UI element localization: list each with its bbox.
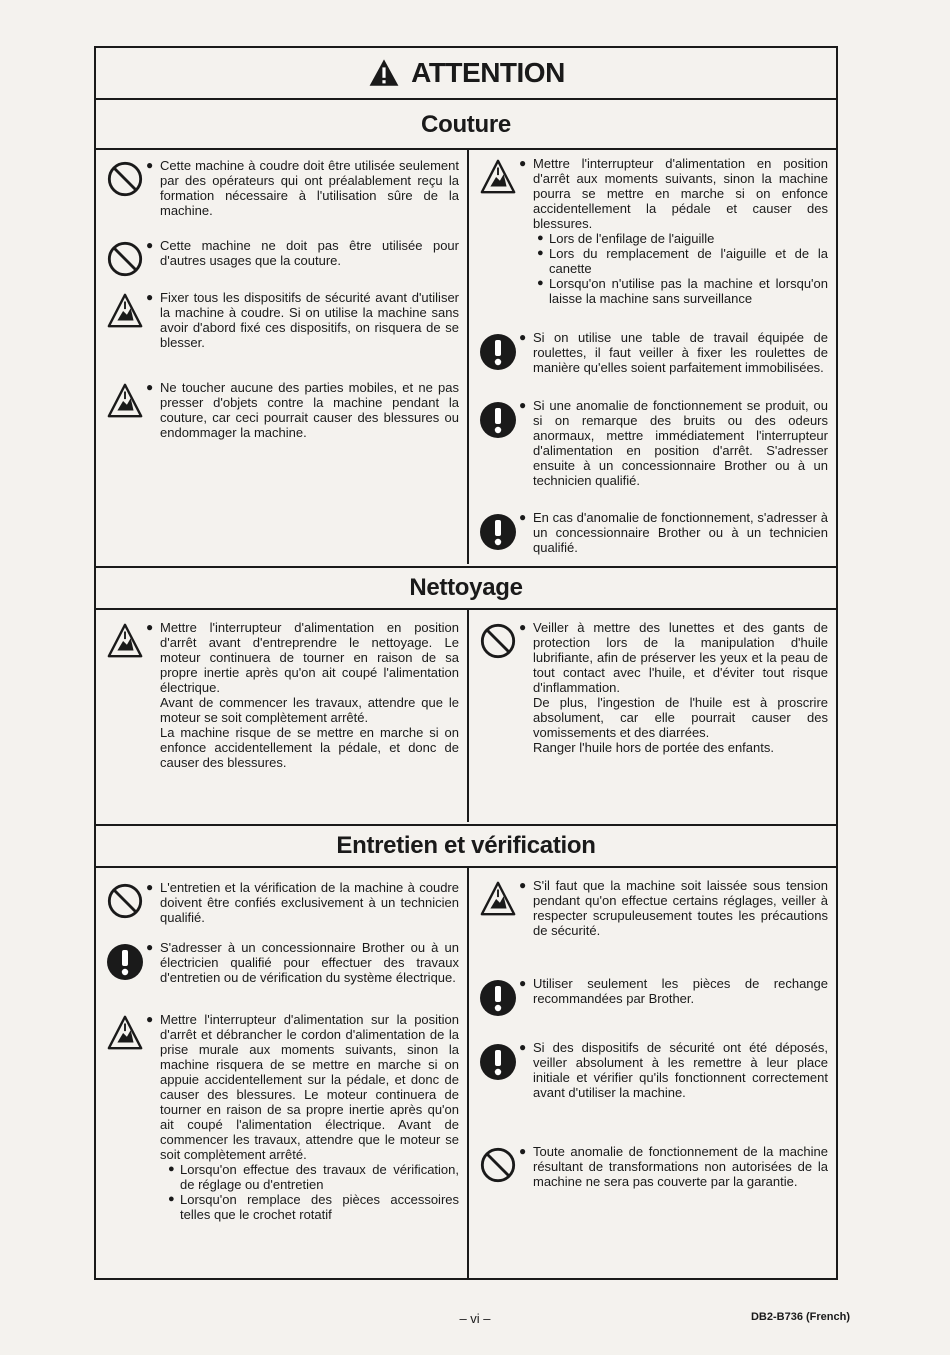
entretien-item-text: Utiliser seulement les pièces de rechange recommandées par Brother. <box>533 976 828 1006</box>
entretien-item-5: ● Utiliser seulement les pièces de rechange recommandées par Brother. <box>477 976 828 1018</box>
hand-injury-warning-icon <box>106 1014 144 1052</box>
couture-item-4: ● Ne toucher aucune des parties mobiles, et ne pas presser d'objets contre la machine pendant la couture, car ceci pourrait causer des blessures ou endommager la machine. <box>104 380 459 440</box>
page-number: – vi – <box>459 1311 491 1326</box>
mandatory-icon <box>478 400 518 440</box>
couture-section <box>96 148 836 564</box>
entretien-item-7: ● Toute anomalie de fonctionnement de la machine résultant de transformations non autorisées de la machine ne sera pas couverte par la garantie. <box>477 1144 828 1189</box>
mandatory-icon <box>478 1042 518 1082</box>
couture-title: Couture <box>421 111 511 138</box>
nettoyage-paragraph: Avant de commencer les travaux, attendre que le moteur se soit complètement arrêté. <box>160 695 459 725</box>
entretien-item-3: ● Mettre l'interrupteur d'alimentation sur la position d'arrêt et débrancher le cordon d'alimentation de la prise murale aux moments suivants, sinon la machine risquera de se mettre en marche si on appuie accidentellement sur la pédale, et donc de causer des blessures. Le moteur continuera de tourner en raison de sa propre inertie après qu'on ait coupé l'alimentation électrique. Avant de commencer les travaux, attendre que le moteur se soit complètement arrêté. ● Lorsqu'on effectue des travaux de vérification, de réglage ou d'entretien ● Lorsqu'on remplace des pièces accessoires telles que le crochet rotatif <box>104 1012 459 1222</box>
prohibition-icon <box>479 622 517 660</box>
couture-subitem: Lors de l'enfilage de l'aiguille <box>549 231 715 246</box>
nettoyage-title: Nettoyage <box>409 574 523 601</box>
warning-triangle-icon <box>367 57 401 89</box>
hand-injury-warning-icon <box>479 880 517 918</box>
couture-item-6: ● Si on utilise une table de travail équipée de roulettes, il faut veiller à fixer les roulettes de manière qu'elles soient parfaitement immobilisées. <box>477 330 828 375</box>
couture-header <box>96 102 836 148</box>
entretien-subitem: Lorsqu'on remplace des pièces accessoires telles que le crochet rotatif <box>180 1192 459 1222</box>
mandatory-icon <box>478 512 518 552</box>
entretien-item-text: S'il faut que la machine soit laissée sous tension pendant qu'on effectue certains réglages, veiller à respecter scrupuleusement toutes les précautions de sécurité. <box>533 878 828 938</box>
nettoyage-right-column <box>469 610 836 822</box>
document-code: DB2-B736 (French) <box>750 1311 850 1323</box>
nettoyage-paragraph: De plus, l'ingestion de l'huile est à proscrire absolument, car elle pourrait causer des vomissements et des diarrées. <box>533 695 828 740</box>
entretien-item-4: ● S'il faut que la machine soit laissée sous tension pendant qu'on effectue certains réglages, veiller à respecter scrupuleusement toutes les précautions de sécurité. <box>477 878 828 938</box>
couture-item-8: ● En cas d'anomalie de fonctionnement, s'adresser à un concessionnaire Brother ou à un technicien qualifié. <box>477 510 828 555</box>
mandatory-icon <box>478 978 518 1018</box>
nettoyage-header <box>96 566 836 608</box>
mandatory-icon <box>105 942 145 982</box>
entretien-item-text: Si des dispositifs de sécurité ont été déposés, veiller absolument à les remettre à leur place initiale et vérifier qu'ils fonctionnent correctement avant d'utiliser la machine. <box>533 1040 828 1100</box>
couture-item-text: Cette machine ne doit pas être utilisée pour d'autres usages que la couture. <box>160 238 459 268</box>
entretien-right-column <box>469 868 836 1278</box>
couture-subitem: Lors du remplacement de l'aiguille et de la canette <box>549 246 828 276</box>
couture-item-7: ● Si une anomalie de fonctionnement se produit, ou si on remarque des bruits ou des odeurs anormaux, mettre immédiatement l'interrupteur d'alimentation en position d'arrêt. S'adresser ensuite à un concessionnaire Brother ou à un technicien qualifié. <box>477 398 828 488</box>
hand-injury-warning-icon <box>479 158 517 196</box>
couture-item-text: Si on utilise une table de travail équipée de roulettes, il faut veiller à fixer les roulettes de manière qu'elles soient parfaitement immobilisées. <box>533 330 828 375</box>
attention-title: ATTENTION <box>411 57 565 88</box>
entretien-item-1: ● L'entretien et la vérification de la machine à coudre doivent être confiés exclusivement à un technicien qualifié. <box>104 880 459 925</box>
entretien-item-2: ● S'adresser à un concessionnaire Brother ou à un électricien qualifié pour effectuer des travaux d'entretien ou de vérification du système électrique. <box>104 940 459 985</box>
prohibition-icon <box>106 160 144 198</box>
entretien-header <box>96 824 836 866</box>
couture-item-1: ● Cette machine à coudre doit être utilisée seulement par des opérateurs qui ont préalablement reçu la formation nécessaire à l'utilisation sûre de la machine. <box>104 158 459 218</box>
hand-injury-warning-icon <box>106 292 144 330</box>
nettoyage-section <box>96 608 836 822</box>
prohibition-icon <box>106 240 144 278</box>
couture-left-column <box>96 150 469 564</box>
couture-item-text: Fixer tous les dispositifs de sécurité avant d'utiliser la machine à coudre. Si on utilise la machine sans avoir d'abord fixé ces dispositifs, on risquera de se blesser. <box>160 290 459 350</box>
couture-item-text: Cette machine à coudre doit être utilisée seulement par des opérateurs qui ont préalablement reçu la formation nécessaire à l'utilisation sûre de la machine. <box>160 158 459 218</box>
couture-subitem: Lorsqu'on n'utilise pas la machine et lorsqu'on laisse la machine sans surveillance <box>549 276 828 306</box>
hand-injury-warning-icon <box>106 622 144 660</box>
entretien-title: Entretien et vérification <box>336 832 596 859</box>
entretien-item-6: ● Si des dispositifs de sécurité ont été déposés, veiller absolument à les remettre à leur place initiale et vérifier qu'ils fonctionnent correctement avant d'utiliser la machine. <box>477 1040 828 1100</box>
couture-item-3: ● Fixer tous les dispositifs de sécurité avant d'utiliser la machine à coudre. Si on utilise la machine sans avoir d'abord fixé ces dispositifs, on risquera de se blesser. <box>104 290 459 350</box>
nettoyage-paragraph: La machine risque de se mettre en marche si on enfonce accidentellement la pédale, et donc de causer des blessures. <box>160 725 459 770</box>
couture-item-text: Mettre l'interrupteur d'alimentation en position d'arrêt aux moments suivants, sinon la machine pourra se mettre en marche si on enfonce accidentellement la pédale et causer des blessures. <box>533 156 828 231</box>
entretien-item-text: S'adresser à un concessionnaire Brother ou à un électricien qualifié pour effectuer des travaux d'entretien ou de vérification du système électrique. <box>160 940 459 985</box>
couture-item-text: Ne toucher aucune des parties mobiles, et ne pas presser d'objets contre la machine pendant la couture, car ceci pourrait causer des blessures ou endommager la machine. <box>160 380 459 440</box>
entretien-item-text: Toute anomalie de fonctionnement de la machine résultant de transformations non autorisées de la machine ne sera pas couverte par la garantie. <box>533 1144 828 1189</box>
couture-item-text: Si une anomalie de fonctionnement se produit, ou si on remarque des bruits ou des odeurs anormaux, mettre immédiatement l'interrupteur d'alimentation en position d'arrêt. S'adresser ensuite à un concessionnaire Brother ou à un technicien qualifié. <box>533 398 828 488</box>
hand-injury-warning-icon <box>106 382 144 420</box>
couture-item-5: ● Mettre l'interrupteur d'alimentation en position d'arrêt aux moments suivants, sinon la machine pourra se mettre en marche si on enfonce accidentellement la pédale et causer des blessures. ● Lors de l'enfilage de l'aiguille ● Lors du remplacement de l'aiguille et de la canette ● Lorsqu'on n'utilise pas la machine et lorsqu'on laisse la machine sans surveillance <box>477 156 828 306</box>
couture-right-column <box>469 150 836 564</box>
entretien-left-column <box>96 868 469 1278</box>
entretien-subitem: Lorsqu'on effectue des travaux de vérification, de réglage ou d'entretien <box>180 1162 459 1192</box>
couture-item-2: ● Cette machine ne doit pas être utilisée pour d'autres usages que la couture. <box>104 238 459 278</box>
entretien-item-text: L'entretien et la vérification de la machine à coudre doivent être confiés exclusivement à un technicien qualifié. <box>160 880 459 925</box>
nettoyage-item-2: ● Veiller à mettre des lunettes et des gants de protection lors de la manipulation d'huile lubrifiante, afin de préserver les yeux et la peau de tout contact avec l'huile, et d'éviter tout risque d'inflammation. De plus, l'ingestion de l'huile est à proscrire absolument, car elle pourrait causer des vomissements et des diarrées. Ranger l'huile hors de portée des enfants. <box>477 620 828 755</box>
nettoyage-paragraph: Veiller à mettre des lunettes et des gants de protection lors de la manipulation d'huile lubrifiante, afin de préserver les yeux et la peau de tout contact avec l'huile, et d'éviter tout risque d'inflammation. <box>533 620 828 695</box>
entretien-item-text: Mettre l'interrupteur d'alimentation sur la position d'arrêt et débrancher le cordon d'alimentation de la prise murale aux moments suivants, sinon la machine risquera de se mettre en marche si on appuie accidentellement sur la pédale, et donc de causer des blessures. Le moteur continuera de tourner en raison de sa propre inertie après qu'on ait coupé l'alimentation électrique. Avant de commencer les travaux, attendre que le moteur se soit complètement arrêté. <box>160 1012 459 1162</box>
entretien-section <box>96 866 836 1278</box>
couture-item-text: En cas d'anomalie de fonctionnement, s'adresser à un concessionnaire Brother ou à un technicien qualifié. <box>533 510 828 555</box>
safety-frame <box>94 46 838 1280</box>
nettoyage-paragraph: Mettre l'interrupteur d'alimentation en position d'arrêt avant d'entreprendre le nettoyage. Le moteur continuera de tourner en raison de sa propre inertie après qu'on ait coupé l'alimentation électrique. <box>160 620 459 695</box>
nettoyage-left-column <box>96 610 469 822</box>
prohibition-icon <box>106 882 144 920</box>
nettoyage-item-1: ● Mettre l'interrupteur d'alimentation en position d'arrêt avant d'entreprendre le nettoyage. Le moteur continuera de tourner en raison de sa propre inertie après qu'on ait coupé l'alimentation électrique. Avant de commencer les travaux, attendre que le moteur se soit complètement arrêté. La machine risque de se mettre en marche si on enfonce accidentellement la pédale, et donc de causer des blessures. <box>104 620 459 770</box>
mandatory-icon <box>478 332 518 372</box>
attention-header <box>96 48 836 100</box>
prohibition-icon <box>479 1146 517 1184</box>
nettoyage-paragraph: Ranger l'huile hors de portée des enfants. <box>533 740 774 755</box>
